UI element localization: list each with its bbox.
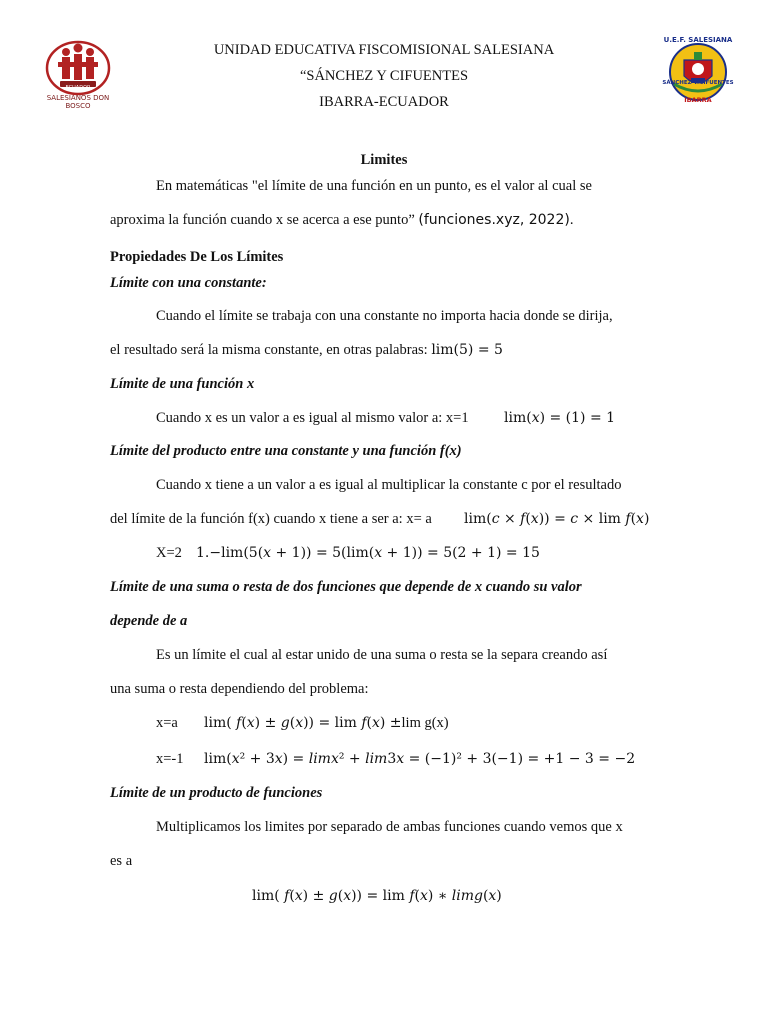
product-functions-heading: Límite de un producto de funciones bbox=[110, 785, 323, 801]
product-functions-line-1: Multiplicamos los limites por separado de ambas funciones cuando vemos que x bbox=[156, 819, 623, 835]
constant-line-2 bbox=[110, 342, 503, 359]
function-x-heading: Límite de una función x bbox=[110, 376, 255, 392]
intro-line-2 bbox=[110, 212, 573, 229]
uef-logo-top-text: U.E.F. SALESIANA bbox=[663, 36, 733, 44]
sum-formula-1-math: lim( 𝑓(𝑥) ± 𝑔(𝑥)) = lim 𝑓(𝑥) ± bbox=[204, 715, 402, 731]
product-functions-formula: lim( 𝑓(𝑥) ± 𝑔(𝑥)) = lim 𝑓(𝑥) ∗ 𝑙𝑖𝑚𝑔(𝑥) bbox=[252, 888, 502, 904]
constant-formula: lim(5) = 5 bbox=[431, 342, 503, 358]
sum-formula-1 bbox=[204, 715, 449, 732]
sum-line-2: una suma o resta dependiendo del problema: bbox=[110, 681, 369, 697]
product-constant-example: 1.−lim(5(𝑥 + 1)) = 5(lim(𝑥 + 1)) = 5(2 + 1) = 15 bbox=[196, 545, 540, 561]
uef-logo-bottom-text: SÁNCHEZ Y CIFUENTES IBARRA bbox=[662, 80, 734, 104]
salesianos-logo-caption: ECUADOR SALESIANOS DON BOSCO bbox=[46, 85, 110, 110]
function-x-line-1: Cuando x es un valor a es igual al mismo valor a: x=1 bbox=[156, 410, 469, 426]
intro-period: . bbox=[569, 212, 574, 228]
constant-line-1: Cuando el límite se trabaja con una constante no importa hacia donde se dirija, bbox=[156, 308, 613, 324]
sum-formula-1-tail: lim g(x) bbox=[401, 715, 449, 731]
intro-line-1: En matemáticas "el límite de una función en un punto, es el valor al cual se bbox=[156, 178, 592, 194]
constant-text: el resultado será la misma constante, en otras palabras: bbox=[110, 342, 428, 358]
school-name: UNIDAD EDUCATIVA FISCOMISIONAL SALESIANA bbox=[213, 42, 555, 58]
intro-text: aproxima la función cuando x se acerca a ese punto” bbox=[110, 212, 415, 228]
school-subname: “SÁNCHEZ Y CIFUENTES bbox=[299, 68, 469, 84]
sum-heading-2: depende de a bbox=[110, 613, 188, 629]
intro-citation: (funciones.xyz, 2022) bbox=[418, 212, 570, 228]
product-constant-heading: Límite del producto entre una constante y una función f(x) bbox=[110, 443, 462, 459]
sum-line-1: Es un límite el cual al estar unido de una suma o resta se la separa creando así bbox=[156, 647, 608, 663]
function-x-formula: lim(𝑥) = (1) = 1 bbox=[504, 410, 616, 426]
school-location: IBARRA-ECUADOR bbox=[319, 94, 449, 110]
product-functions-line-2: es a bbox=[110, 853, 133, 869]
sum-heading-1: Límite de una suma o resta de dos funciones que depende de x cuando su valor bbox=[110, 579, 582, 595]
sum-formula-2: lim(𝑥² + 3𝑥) = 𝑙𝑖𝑚𝑥² + 𝑙𝑖𝑚3𝑥 = (−1)² + 3(−1) = +1 − 3 = −2 bbox=[204, 751, 636, 767]
product-constant-line-2: del límite de la función f(x) cuando x tiene a ser a: x= a bbox=[110, 511, 432, 527]
document-title: Limites bbox=[360, 152, 408, 168]
product-constant-example-label: X=2 bbox=[156, 545, 182, 561]
sum-formula-2-label: x=-1 bbox=[156, 751, 184, 767]
constant-heading: Límite con una constante: bbox=[110, 275, 267, 291]
product-constant-formula: lim(𝑐 × 𝑓(𝑥)) = 𝑐 × lim 𝑓(𝑥) bbox=[464, 511, 650, 527]
properties-heading: Propiedades De Los Límites bbox=[110, 249, 284, 265]
sum-formula-1-label: x=a bbox=[156, 715, 178, 731]
product-constant-line-1: Cuando x tiene a un valor a es igual al multiplicar la constante c por el resultado bbox=[156, 477, 622, 493]
